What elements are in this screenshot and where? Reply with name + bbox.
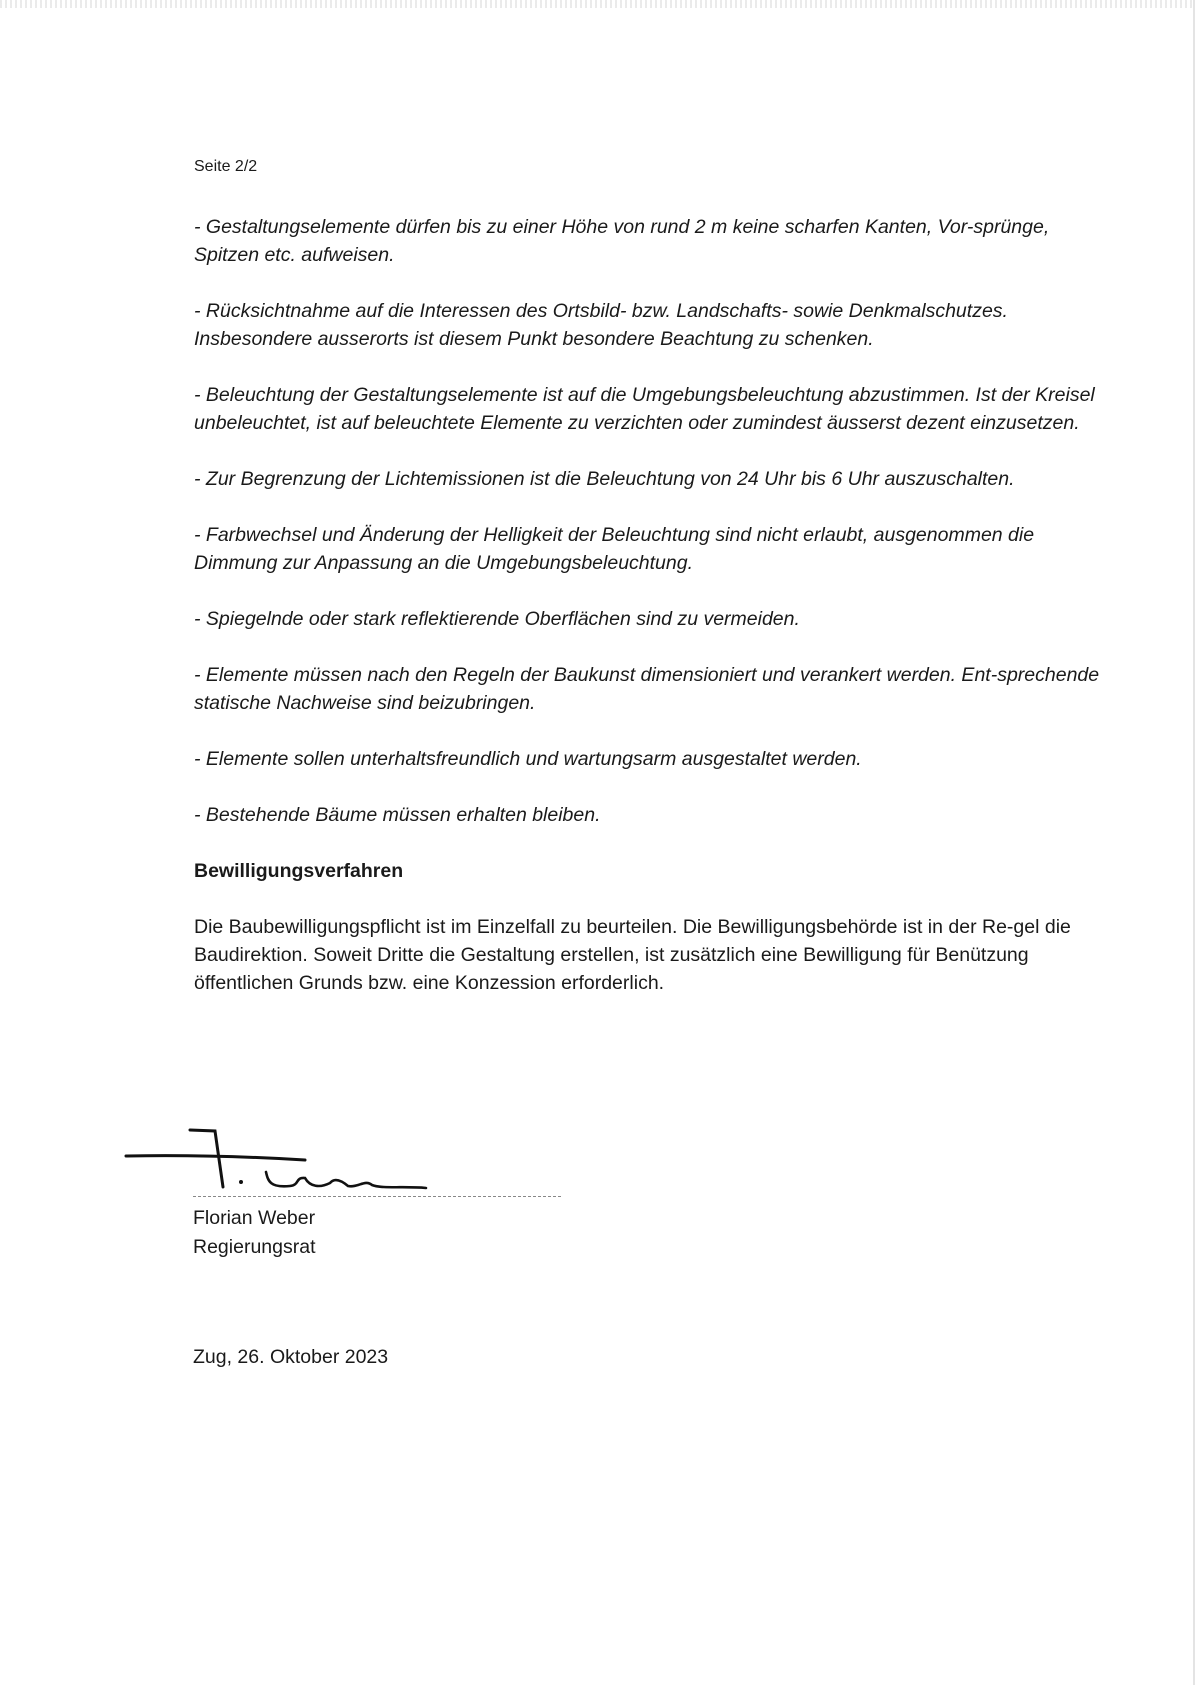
signatory-name: Florian Weber [193,1207,316,1229]
bullet-item: - Farbwechsel und Änderung der Helligkeit der Beleuchtung sind nicht erlaubt, ausgenommen die Dimmung zur Anpassung an die Umgebungsbeleuchtung. [194,524,1035,574]
bullet-item: - Gestaltungselemente dürfen bis zu einer Höhe von rund 2 m keine scharfen Kanten, Vor-sprünge, Spitzen etc. aufweisen. [194,216,1050,266]
bullet-item: - Elemente sollen unterhaltsfreundlich und wartungsarm ausgestaltet werden. [194,748,862,770]
scan-edge-top [0,0,1195,8]
bullet-item: - Beleuchtung der Gestaltungselemente ist auf die Umgebungsbeleuchtung abzustimmen. Ist der Kreisel unbeleuchtet, ist auf beleuchtete Elemente zu verzichten oder zumindest äusserst dezent einzusetzen. [194,384,1095,434]
bullet-item: - Bestehende Bäume müssen erhalten bleiben. [194,804,601,826]
place-date: Zug, 26. Oktober 2023 [193,1346,389,1368]
signature-line [193,1196,561,1197]
signatory-block [193,1204,315,1262]
page-number: Seite 2/2 [194,158,258,175]
bullet-item: - Rücksichtnahme auf die Interessen des Ortsbild- bzw. Landschafts- sowie Denkmalschutzes. Insbesondere ausserorts ist diesem Punkt besondere Beachtung zu schenken. [194,300,1008,350]
section-heading: Bewilligungsverfahren [194,860,404,882]
document-body [194,213,1114,997]
bullet-item: - Elemente müssen nach den Regeln der Baukunst dimensioniert und verankert werden. Ent-sprechende statische Nachweise sind beizubringen. [194,664,1100,714]
bullet-item: - Spiegelnde oder stark reflektierende Oberflächen sind zu vermeiden. [194,608,800,630]
bullet-item: - Zur Begrenzung der Lichtemissionen ist die Beleuchtung von 24 Uhr bis 6 Uhr auszuschalten. [194,468,1015,490]
handwritten-signature-icon [120,1115,590,1195]
section-paragraph: Die Baubewilligungspflicht ist im Einzelfall zu beurteilen. Die Bewilligungsbehörde ist in der Re-gel die Baudirektion. Soweit Dritte die Gestaltung erstellen, ist zusätzlich eine Bewilligung für Benützung öffentlichen Grunds bzw. eine Konzession erforderlich. [194,916,1071,994]
signatory-title: Regierungsrat [193,1236,316,1258]
